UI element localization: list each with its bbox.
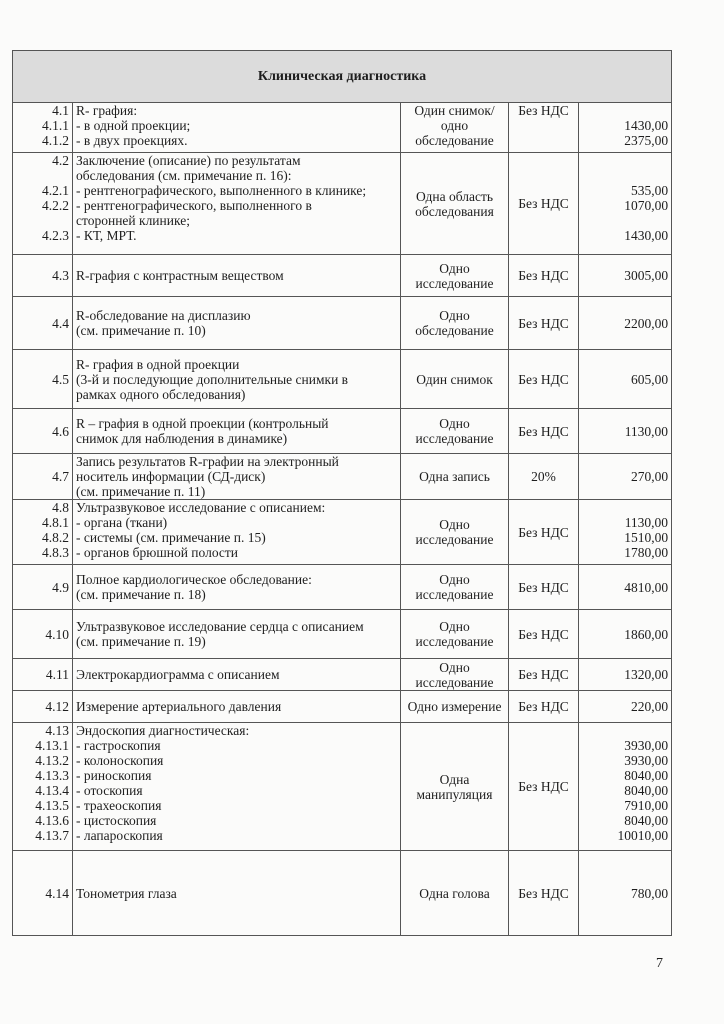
table-row — [13, 350, 672, 409]
price-value — [579, 153, 672, 255]
service-description-line: - трахеоскопия — [76, 798, 162, 813]
price-value — [579, 723, 672, 851]
service-description — [73, 659, 401, 691]
service-description-line: носитель информации (СД-диск) — [76, 469, 266, 484]
price-value — [579, 350, 672, 409]
price-value-line: 535,00 — [630, 183, 669, 198]
item-number-line: 4.13.7 — [35, 828, 69, 843]
service-description-line: R-графия с контрастным веществом — [76, 268, 284, 283]
vat-rate: Без НДС — [509, 659, 579, 691]
price-value-line: 4810,00 — [624, 579, 669, 595]
price-value-line: 7910,00 — [624, 798, 669, 813]
table-row — [13, 659, 672, 691]
table-row — [13, 103, 672, 153]
item-number-line: 4.1 — [52, 103, 69, 118]
section-title: Клиническая диагностика — [13, 51, 672, 103]
vat-rate: Без НДС — [509, 350, 579, 409]
service-description-line: R-обследование на дисплазию — [76, 308, 251, 323]
item-number-line: 4.10 — [45, 626, 69, 642]
item-number-line: 4.13.5 — [35, 798, 69, 813]
table-row — [13, 153, 672, 255]
price-value-line: 2375,00 — [624, 133, 669, 148]
item-number — [13, 297, 73, 350]
service-description — [73, 851, 401, 936]
service-description-line: рамках одного обследования) — [76, 386, 246, 402]
service-description — [73, 255, 401, 297]
item-number — [13, 691, 73, 723]
unit-of-service: Одно измерение — [401, 691, 509, 723]
service-description-line: - риноскопия — [76, 768, 152, 783]
table-row — [13, 851, 672, 936]
unit-of-service: Одна манипуляция — [401, 723, 509, 851]
service-description-line: Запись результатов R-графии на электронный — [76, 454, 339, 469]
table-row — [13, 297, 672, 350]
item-number-line: 4.8.2 — [42, 530, 69, 545]
service-description-line: снимок для наблюдения в динамике) — [76, 431, 288, 446]
item-number-line: 4.9 — [52, 579, 69, 595]
vat-rate: 20% — [509, 454, 579, 500]
unit-of-service: Один снимок — [401, 350, 509, 409]
service-description-line: - отоскопия — [76, 783, 143, 798]
item-number-line: 4.5 — [52, 371, 69, 387]
unit-of-service: Одно исследование — [401, 500, 509, 565]
item-number-line: 4.13.4 — [35, 783, 69, 798]
price-value — [579, 255, 672, 297]
table-row — [13, 691, 672, 723]
price-value-line — [582, 153, 668, 168]
item-number-line: 4.4 — [52, 315, 69, 331]
price-value-line — [582, 500, 668, 515]
price-value-line — [582, 213, 668, 228]
price-value-line: 3930,00 — [624, 753, 669, 768]
service-description — [73, 454, 401, 500]
vat-rate: Без НДС — [509, 500, 579, 565]
unit-of-service: Одна область обследования — [401, 153, 509, 255]
vat-rate: Без НДС — [509, 565, 579, 610]
price-value-line: 1130,00 — [624, 515, 669, 530]
item-number — [13, 851, 73, 936]
table-row — [13, 610, 672, 659]
service-description-line: R – графия в одной проекции (контрольный — [76, 416, 329, 431]
unit-of-service: Одна запись — [401, 454, 509, 500]
vat-rate: Без НДС — [509, 297, 579, 350]
item-number-line: 4.8 — [52, 500, 69, 515]
service-description — [73, 297, 401, 350]
price-value-line: 1430,00 — [624, 118, 669, 133]
item-number-line: 4.14 — [45, 885, 69, 901]
unit-of-service: Одно исследование — [401, 659, 509, 691]
item-number-line: 4.6 — [52, 423, 69, 439]
price-value-line: 220,00 — [630, 699, 669, 714]
item-number — [13, 610, 73, 659]
price-value-line: 8040,00 — [624, 813, 669, 828]
service-description-line: обследования (см. примечание п. 16): — [76, 168, 292, 183]
item-number — [13, 659, 73, 691]
item-number-line — [16, 213, 69, 228]
service-description — [73, 350, 401, 409]
price-value-line: 3930,00 — [624, 738, 669, 753]
unit-of-service: Одно исследование — [401, 255, 509, 297]
service-description-line: - органа (ткани) — [76, 515, 168, 530]
price-value — [579, 691, 672, 723]
item-number — [13, 723, 73, 851]
item-number — [13, 103, 73, 153]
price-value-line: 1430,00 — [624, 228, 669, 243]
service-description-line: - гастроскопия — [76, 738, 161, 753]
item-number-line: 4.13.3 — [35, 768, 69, 783]
vat-rate: Без НДС — [509, 409, 579, 454]
service-description-line: Заключение (описание) по результатам — [76, 153, 301, 168]
service-description-line: - колоноскопия — [76, 753, 164, 768]
table-row — [13, 409, 672, 454]
vat-rate: Без НДС — [509, 103, 579, 153]
item-number-line: 4.13.6 — [35, 813, 69, 828]
price-value-line: 1320,00 — [624, 667, 669, 682]
service-description-line: - рентгенографического, выполненного в — [76, 198, 312, 213]
table-row — [13, 454, 672, 500]
unit-of-service: Одна голова — [401, 851, 509, 936]
price-table — [12, 50, 672, 936]
service-description-line: (см. примечание п. 11) — [76, 484, 206, 499]
table-header-row — [13, 51, 672, 103]
service-description-line: Эндоскопия диагностическая: — [76, 723, 250, 738]
service-description-line: Ультразвуковое исследование с описанием: — [76, 500, 326, 515]
item-number-line: 4.8.3 — [42, 545, 69, 560]
price-value-line: 2200,00 — [624, 315, 669, 331]
service-description — [73, 691, 401, 723]
item-number-line: 4.8.1 — [42, 515, 69, 530]
service-description-line: (3-й и последующие дополнительные снимки в — [76, 371, 349, 387]
service-description — [73, 565, 401, 610]
price-value-line: 1860,00 — [624, 626, 669, 642]
table-row — [13, 500, 672, 565]
service-description-line: Полное кардиологическое обследование: — [76, 572, 312, 587]
service-description — [73, 723, 401, 851]
service-description-line: - в одной проекции; — [76, 118, 191, 133]
service-description — [73, 153, 401, 255]
service-description-line: Тонометрия глаза — [76, 885, 177, 901]
price-value-line: 270,00 — [630, 469, 669, 484]
service-description-line: Измерение артериального давления — [76, 699, 282, 714]
price-value-line: 780,00 — [630, 885, 669, 901]
table-row — [13, 255, 672, 297]
price-value-line: 8040,00 — [624, 768, 669, 783]
service-description-line: - цистоскопия — [76, 813, 157, 828]
price-value — [579, 297, 672, 350]
item-number — [13, 454, 73, 500]
vat-rate: Без НДС — [509, 723, 579, 851]
price-value — [579, 851, 672, 936]
unit-of-service: Одно исследование — [401, 409, 509, 454]
unit-of-service: Одно исследование — [401, 565, 509, 610]
item-number — [13, 409, 73, 454]
unit-of-service: Одно исследование — [401, 610, 509, 659]
price-value — [579, 454, 672, 500]
service-description — [73, 409, 401, 454]
table-row — [13, 565, 672, 610]
unit-of-service: Одно обследование — [401, 297, 509, 350]
service-description-line: - лапароскопия — [76, 828, 163, 843]
item-number-line: 4.2.3 — [42, 228, 69, 243]
service-description-line: - рентгенографического, выполненного в клинике; — [76, 183, 367, 198]
vat-rate: Без НДС — [509, 851, 579, 936]
item-number — [13, 255, 73, 297]
price-value-line: 1130,00 — [624, 423, 669, 439]
price-value-line: 3005,00 — [624, 268, 669, 283]
service-description-line: R- графия: — [76, 103, 138, 118]
vat-rate: Без НДС — [509, 610, 579, 659]
item-number-line: 4.1.2 — [42, 133, 69, 148]
vat-rate: Без НДС — [509, 691, 579, 723]
service-description-line: Ультразвуковое исследование сердца с описанием — [76, 619, 364, 634]
price-value-line: 1780,00 — [624, 545, 669, 560]
price-value-line: 10010,00 — [617, 828, 669, 843]
item-number — [13, 153, 73, 255]
vat-rate: Без НДС — [509, 153, 579, 255]
price-value-line: 605,00 — [630, 371, 669, 387]
item-number — [13, 350, 73, 409]
price-value — [579, 565, 672, 610]
service-description — [73, 610, 401, 659]
item-number-line: 4.1.1 — [42, 118, 69, 133]
item-number-line: 4.13 — [45, 723, 69, 738]
service-description-line: - в двух проекциях. — [76, 133, 188, 148]
price-value — [579, 659, 672, 691]
item-number-line: 4.12 — [45, 699, 69, 714]
service-description-line: (см. примечание п. 10) — [76, 323, 206, 338]
service-description-line: - системы (см. примечание п. 15) — [76, 530, 266, 545]
price-value — [579, 409, 672, 454]
service-description — [73, 103, 401, 153]
item-number-line: 4.3 — [52, 268, 69, 283]
service-description-line: сторонней клинике; — [76, 213, 190, 228]
item-number-line — [16, 168, 69, 183]
item-number-line: 4.2.1 — [42, 183, 69, 198]
item-number-line: 4.11 — [45, 667, 69, 682]
price-value-line — [582, 103, 668, 118]
price-value-line: 1070,00 — [624, 198, 669, 213]
unit-of-service: Один снимок/одно обследование — [401, 103, 509, 153]
item-number-line: 4.13.2 — [35, 753, 69, 768]
item-number-line: 4.2.2 — [42, 198, 69, 213]
service-description — [73, 500, 401, 565]
price-value — [579, 500, 672, 565]
service-description-line: (см. примечание п. 19) — [76, 634, 206, 649]
service-description-line: - органов брюшной полости — [76, 545, 239, 560]
price-value-line — [582, 723, 668, 738]
price-value — [579, 610, 672, 659]
item-number — [13, 565, 73, 610]
item-number-line: 4.2 — [52, 153, 69, 168]
table-row — [13, 723, 672, 851]
service-description-line: Электрокардиограмма с описанием — [76, 667, 280, 682]
page-number: 7 — [656, 956, 663, 971]
service-description-line: R- графия в одной проекции — [76, 356, 240, 372]
price-value-line — [582, 168, 668, 183]
item-number-line: 4.7 — [52, 469, 69, 484]
item-number-line: 4.13.1 — [35, 738, 69, 753]
service-description-line: (см. примечание п. 18) — [76, 587, 206, 602]
item-number — [13, 500, 73, 565]
vat-rate: Без НДС — [509, 255, 579, 297]
price-value-line: 1510,00 — [624, 530, 669, 545]
service-description-line: - КТ, МРТ. — [76, 228, 137, 243]
price-value — [579, 103, 672, 153]
price-value-line: 8040,00 — [624, 783, 669, 798]
